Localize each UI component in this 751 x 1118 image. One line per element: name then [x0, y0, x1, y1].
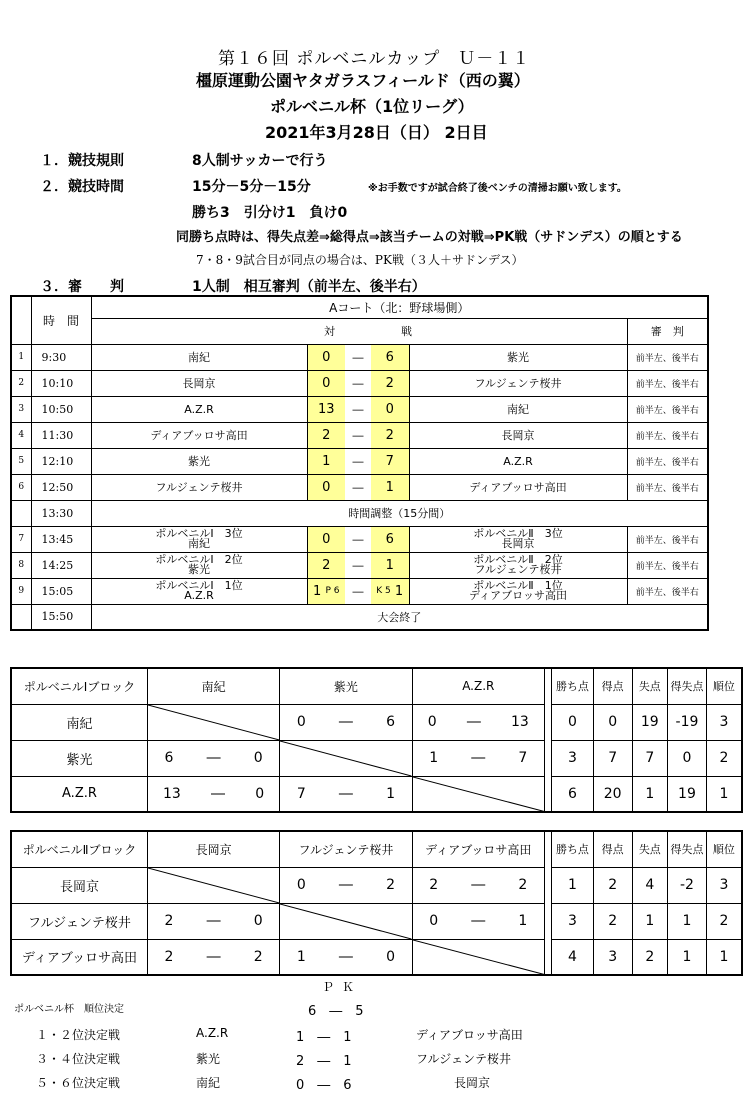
away-team: ディアブッロサ高田: [409, 474, 627, 500]
stat-value: 0: [593, 704, 632, 740]
referee-note: 前半左、後半右: [627, 552, 708, 578]
block-gap: [544, 668, 551, 704]
match-time: 9:30: [31, 344, 91, 370]
away-team: 紫光: [409, 344, 627, 370]
title-cup: ポルベニル杯（1位リーグ）: [270, 97, 474, 116]
court-header: Aコート（北：野球場側）: [91, 296, 708, 318]
score-dash: ―: [471, 877, 486, 893]
rule-2-label: ２．競技時間: [40, 179, 124, 195]
block-team-header: フルジェンテ桜井: [280, 831, 412, 867]
stat-header: 順位: [706, 668, 742, 704]
away-team: 長岡京: [409, 422, 627, 448]
away-team: ディアブロッサ高田: [469, 589, 567, 602]
match-number: 3: [11, 396, 31, 422]
rule-3-text: 1人制 相互審判（前半左、後半右）: [192, 279, 426, 295]
away-score: 7: [371, 448, 409, 474]
score-against: 0: [253, 913, 263, 929]
score-against: 0: [386, 948, 395, 965]
title-line-1: 第１６回 ポルベニルカップ Ｕ－１１: [218, 49, 531, 69]
home-team: 紫光: [91, 448, 307, 474]
score-dash: ―: [345, 448, 371, 474]
score-for: 2: [429, 877, 439, 893]
home-team: 南紀: [188, 537, 210, 550]
self-match-diagonal: [412, 776, 544, 812]
placement-title: ポルベニル杯 順位決定: [14, 1004, 124, 1015]
block-team-row: [11, 939, 742, 975]
stat-value: 20: [593, 776, 632, 812]
score-dash: ―: [345, 422, 371, 448]
placement-away: 長岡京: [454, 1076, 491, 1090]
head-to-head-score: [412, 903, 544, 939]
score-for: 13: [163, 785, 181, 802]
stat-value: 3: [706, 704, 742, 740]
referee-note: 前半左、後半右: [627, 448, 708, 474]
stat-header: 順位: [706, 831, 742, 867]
rule-2-note: ※お手数ですが試合終了後ベンチの清掃お願い致します。: [368, 183, 627, 194]
stat-header: 得失点: [668, 831, 707, 867]
home-score: 13: [307, 396, 345, 422]
self-match-diagonal: [280, 903, 412, 939]
match-schedule-table: [10, 295, 709, 631]
match-time: 12:10: [31, 448, 91, 474]
block-title: ポルベニルⅠブロック: [11, 668, 147, 704]
placement-home: 紫光: [196, 1052, 221, 1066]
away-score: 2: [371, 422, 409, 448]
home-score: 0: [307, 474, 345, 500]
stat-value: 3: [552, 903, 594, 939]
stat-value: -2: [668, 867, 707, 903]
score-dash: ―: [471, 750, 486, 766]
score-dash: ―: [338, 877, 353, 893]
placement-away: フルジェンテ桜井: [416, 1052, 511, 1066]
away-slot: [409, 578, 627, 604]
match-time: 13:45: [31, 526, 91, 552]
score-for: 0: [429, 913, 439, 929]
score-for: 1: [429, 750, 439, 766]
away-seed-label: ポルベニルⅡ 2位: [473, 553, 563, 566]
placement-label: ３・４位決定戦: [36, 1052, 121, 1066]
referee-note: 前半左、後半右: [627, 422, 708, 448]
self-match-diagonal: [147, 704, 279, 740]
home-team: フルジェンテ桜井: [91, 474, 307, 500]
score-dash: ―: [338, 948, 353, 965]
block-team-header: 南紀: [147, 668, 279, 704]
placement-score: 1 ― 1: [296, 1030, 352, 1045]
vs-right-label: 戦: [371, 318, 627, 344]
stat-value: 3: [706, 867, 742, 903]
stat-value: 19: [632, 704, 668, 740]
home-score: [307, 578, 345, 604]
home-team: 南紀: [91, 344, 307, 370]
head-to-head-score: [147, 939, 279, 975]
block-team-header: 紫光: [280, 668, 412, 704]
title-venue: 橿原運動公園ヤタガラスフィールド（西の翼）: [196, 71, 530, 90]
home-team: 長岡京: [91, 370, 307, 396]
score-dash: ―: [345, 552, 371, 578]
score-for: 2: [164, 948, 174, 965]
stat-header: 勝ち点: [552, 831, 594, 867]
away-score-value: 1: [394, 583, 404, 599]
match-time: 12:50: [31, 474, 91, 500]
self-match-diagonal: [280, 740, 412, 776]
block-gap: [544, 903, 551, 939]
stat-value: 3: [593, 939, 632, 975]
head-to-head-score: [147, 740, 279, 776]
block-gap: [544, 776, 551, 812]
placement-label: １・２位決定戦: [36, 1028, 121, 1042]
block-gap: [544, 704, 551, 740]
home-seed-label: ポルベニルⅠ 1位: [155, 579, 243, 592]
score-against: 0: [253, 750, 263, 766]
block-team-row: [11, 867, 742, 903]
match-number: 7: [11, 526, 31, 552]
score-dash: ―: [338, 785, 353, 802]
stat-value: 19: [668, 776, 707, 812]
block-gap: [544, 831, 551, 867]
match-row: [11, 474, 708, 500]
stat-header: 得失点: [668, 668, 707, 704]
final-match-row: [11, 526, 708, 552]
score-for: 1: [296, 948, 306, 965]
rule-tiebreak: 同勝ち点時は、得失点差⇒総得点⇒該当チームの対戦⇒PK戦（サドンデス）の順とする: [176, 230, 683, 245]
title-date: 2021年3月28日（日） 2日目: [265, 123, 488, 142]
block-team-header: 長岡京: [147, 831, 279, 867]
stat-value: 1: [632, 903, 668, 939]
stat-value: 6: [552, 776, 594, 812]
placement-score: 0 ― 6: [296, 1078, 352, 1093]
self-match-diagonal: [412, 939, 544, 975]
home-seed-label: ポルベニルⅠ 3位: [155, 527, 243, 540]
stat-header: 得点: [593, 831, 632, 867]
match-time: 10:50: [31, 396, 91, 422]
home-team: 紫光: [188, 563, 210, 576]
vs-left-label: 対: [91, 318, 345, 344]
pk-home-score: P 6: [325, 586, 340, 596]
referee-note: 前半左、後半右: [627, 526, 708, 552]
block-team-row: [11, 740, 742, 776]
stat-value: 4: [552, 939, 594, 975]
block-title: ポルベニルⅡブロック: [11, 831, 147, 867]
score-dash: ―: [345, 578, 371, 604]
end-time: 15:50: [31, 604, 91, 630]
placement-home: 南紀: [196, 1076, 221, 1090]
rule-1-text: 8人制サッカーで行う: [192, 153, 328, 169]
score-dash: ―: [466, 714, 481, 730]
head-to-head-score: [412, 740, 544, 776]
match-time: 14:25: [31, 552, 91, 578]
score-dash: ―: [211, 785, 226, 802]
placement-away: ディアブロッサ高田: [416, 1028, 523, 1042]
score-against: 2: [386, 877, 395, 893]
home-score-value: 0: [322, 531, 331, 547]
block-row-team: 紫光: [11, 740, 147, 776]
score-for: 2: [164, 913, 174, 929]
rule-pk-note: 7・8・9試合目が同点の場合は、PK戦（３人＋サドンデス）: [196, 253, 524, 267]
stat-value: 1: [668, 939, 707, 975]
placement-label: ５・６位決定戦: [36, 1076, 121, 1090]
away-seed-label: ポルベニルⅡ 1位: [473, 579, 563, 592]
block-team-header: A.Z.R: [412, 668, 544, 704]
stat-value: 1: [552, 867, 594, 903]
away-team: 長岡京: [501, 537, 535, 550]
head-to-head-score: [147, 903, 279, 939]
stat-value: 2: [706, 740, 742, 776]
stat-value: 0: [552, 704, 594, 740]
score-dash: ―: [345, 474, 371, 500]
head-to-head-score: [280, 867, 412, 903]
referee-note: 前半左、後半右: [627, 578, 708, 604]
score-for: 0: [296, 877, 306, 893]
score-against: 13: [511, 714, 529, 730]
stat-value: 1: [668, 903, 707, 939]
block-gap: [544, 939, 551, 975]
head-to-head-score: [412, 704, 544, 740]
self-match-diagonal: [147, 867, 279, 903]
score-against: 2: [253, 948, 263, 965]
break-text: 時間調整（15分間）: [91, 500, 708, 526]
stat-value: 4: [632, 867, 668, 903]
block-header-row: [11, 831, 742, 867]
final-match-row: [11, 552, 708, 578]
block-row-team: A.Z.R: [11, 776, 147, 812]
head-to-head-score: [280, 776, 412, 812]
score-dash: ―: [345, 526, 371, 552]
time-header: 時 間: [31, 296, 91, 344]
home-team: A.Z.R: [184, 589, 214, 602]
block-team-header: ディアブッロサ高田: [412, 831, 544, 867]
match-time: 10:10: [31, 370, 91, 396]
stat-value: 1: [632, 776, 668, 812]
block-header-row: [11, 668, 742, 704]
away-team: フルジェンテ桜井: [474, 563, 562, 576]
score-dash: ―: [338, 714, 353, 730]
head-to-head-score: [280, 704, 412, 740]
block-2-standings-table: [10, 830, 743, 976]
home-slot: [91, 578, 307, 604]
away-team: A.Z.R: [409, 448, 627, 474]
score-for: 0: [296, 714, 306, 730]
block-team-row: [11, 776, 742, 812]
stat-value: 0: [668, 740, 707, 776]
stat-header: 失点: [632, 668, 668, 704]
score-dash: ―: [206, 913, 221, 929]
away-score-value: 6: [385, 531, 394, 547]
home-score: 0: [307, 344, 345, 370]
home-score: 2: [307, 422, 345, 448]
rule-points: 勝ち3 引分け1 負け0: [192, 205, 348, 221]
block-row-team: 南紀: [11, 704, 147, 740]
away-score: 6: [371, 344, 409, 370]
stat-value: 7: [593, 740, 632, 776]
stat-value: 7: [632, 740, 668, 776]
score-for: 0: [427, 714, 437, 730]
score-dash: ―: [206, 948, 221, 965]
score-against: 1: [518, 913, 528, 929]
match-row: [11, 396, 708, 422]
match-row: [11, 448, 708, 474]
home-score: 0: [307, 370, 345, 396]
referee-note: 前半左、後半右: [627, 370, 708, 396]
home-score: [307, 526, 345, 552]
referee-note: 前半左、後半右: [627, 344, 708, 370]
home-team: A.Z.R: [91, 396, 307, 422]
away-score-value: 1: [385, 557, 394, 573]
home-score: 1: [307, 448, 345, 474]
stat-header: 勝ち点: [552, 668, 594, 704]
away-slot: [409, 526, 627, 552]
stat-value: 3: [552, 740, 594, 776]
away-team: 南紀: [409, 396, 627, 422]
home-slot: [91, 526, 307, 552]
rule-3-label: ３．審 判: [40, 279, 124, 295]
pk-label: ＰＫ: [322, 980, 363, 994]
away-score: [371, 552, 409, 578]
stat-header: 失点: [632, 831, 668, 867]
home-slot: [91, 552, 307, 578]
block-row-team: 長岡京: [11, 867, 147, 903]
referee-note: 前半左、後半右: [627, 474, 708, 500]
home-score-value: 2: [322, 557, 331, 573]
home-team: ディアブッロサ高田: [91, 422, 307, 448]
score-dash: ―: [471, 913, 486, 929]
stat-value: 2: [593, 867, 632, 903]
block-row-team: ディアブッロサ高田: [11, 939, 147, 975]
final-match-row: [11, 578, 708, 604]
placement-score: 2 ― 1: [296, 1054, 352, 1069]
score-dash: ―: [345, 344, 371, 370]
score-dash: ―: [345, 396, 371, 422]
stat-value: 2: [632, 939, 668, 975]
referee-header: 審 判: [627, 318, 708, 344]
pk-away-score: K 5: [376, 586, 391, 596]
head-to-head-score: [412, 867, 544, 903]
match-number: 9: [11, 578, 31, 604]
match-time: 11:30: [31, 422, 91, 448]
match-row: [11, 370, 708, 396]
score-dash: ―: [206, 750, 221, 766]
away-score: 2: [371, 370, 409, 396]
match-row: [11, 344, 708, 370]
match-number: 2: [11, 370, 31, 396]
away-slot: [409, 552, 627, 578]
referee-note: 前半左、後半右: [627, 396, 708, 422]
away-score: [371, 526, 409, 552]
block-1-standings-table: [10, 667, 743, 813]
away-seed-label: ポルベニルⅡ 3位: [473, 527, 563, 540]
away-score: 1: [371, 474, 409, 500]
end-text: 大会終了: [91, 604, 708, 630]
stat-header: 得点: [593, 668, 632, 704]
score-against: 1: [386, 785, 395, 802]
rule-2-text: 15分－5分－15分: [192, 179, 311, 195]
break-time: 13:30: [31, 500, 91, 526]
score-against: 2: [518, 877, 528, 893]
head-to-head-score: [280, 939, 412, 975]
score-against: 7: [518, 750, 528, 766]
rule-1-label: １．競技規則: [40, 153, 124, 169]
stat-value: 2: [706, 903, 742, 939]
score-dash: ―: [345, 370, 371, 396]
block-gap: [544, 867, 551, 903]
block-gap: [544, 740, 551, 776]
stat-value: -19: [668, 704, 707, 740]
placement-home: A.Z.R: [196, 1026, 229, 1040]
score-for: 6: [164, 750, 174, 766]
match-number: 4: [11, 422, 31, 448]
block-row-team: フルジェンテ桜井: [11, 903, 147, 939]
home-score: [307, 552, 345, 578]
score-for: 7: [296, 785, 306, 802]
match-number: 5: [11, 448, 31, 474]
score-against: 0: [255, 785, 265, 802]
away-score: [371, 578, 409, 604]
match-row: [11, 422, 708, 448]
match-number: 6: [11, 474, 31, 500]
pk-scores: 6 ― 5: [308, 1004, 364, 1019]
away-score: 0: [371, 396, 409, 422]
stat-value: 1: [706, 776, 742, 812]
home-seed-label: ポルベニルⅠ 2位: [155, 553, 243, 566]
head-to-head-score: [147, 776, 279, 812]
score-against: 6: [386, 714, 395, 730]
block-team-row: [11, 903, 742, 939]
block-team-row: [11, 704, 742, 740]
match-number: 8: [11, 552, 31, 578]
match-time: 15:05: [31, 578, 91, 604]
match-number: 1: [11, 344, 31, 370]
stat-value: 2: [593, 903, 632, 939]
home-score-value: 1: [313, 583, 322, 599]
stat-value: 1: [706, 939, 742, 975]
away-team: フルジェンテ桜井: [409, 370, 627, 396]
